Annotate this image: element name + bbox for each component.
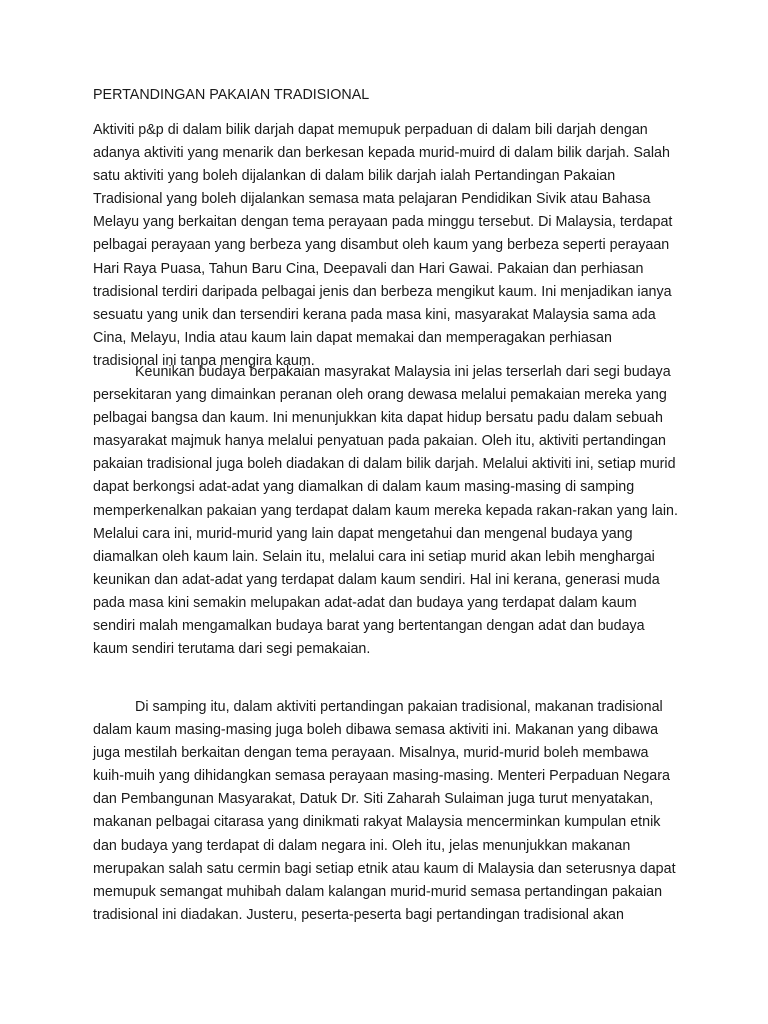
text-line: juga mestilah berkaitan dengan tema perayaan. Misalnya, murid-murid boleh membawa <box>93 745 649 762</box>
text-line: dalam kaum masing-masing juga boleh dibawa semasa aktiviti ini. Makanan yang dibawa <box>93 722 659 739</box>
text-line: Cina, Melayu, India atau kaum lain dapat memakai dan memperagakan perhiasan <box>93 329 612 346</box>
text-line: dan Pembangunan Masyarakat, Datuk Dr. Siti Zaharah Sulaiman juga turut menyatakan, <box>93 791 654 808</box>
text-line: pelbagai perayaan yang berbeza yang disambut oleh kaum yang berbeza seperti perayaan <box>93 237 670 254</box>
text-line: tradisional ini diadakan. Justeru, peserta-peserta bagi pertandingan tradisional akan <box>93 906 624 923</box>
text-line: merupakan salah satu cermin bagi setiap etnik atau kaum di Malaysia dan seterusnya dapat <box>93 860 676 877</box>
text-line: satu aktiviti yang boleh dijalankan di dalam bilik darjah ialah Pertandingan Pakaian <box>93 168 616 185</box>
text-line: pada masa kini semakin melupakan adat-adat dan budaya yang terdapat dalam kaum <box>93 594 637 611</box>
text-line: masyarakat majmuk hanya melalui penyatuan pada pakaian. Oleh itu, aktiviti pertandingan <box>93 433 667 450</box>
document-title: PERTANDINGAN PAKAIAN TRADISIONAL <box>93 87 370 103</box>
text-line: makanan pelbagai citarasa yang dinikmati rakyat Malaysia mencerminkan kumpulan etnik <box>93 814 661 831</box>
text-line: pelbagai bangsa dan kaum. Ini menunjukkan kita dapat hidup bersatu padu dalam sebuah <box>93 410 663 427</box>
text-line: Hari Raya Puasa, Tahun Baru Cina, Deepavali dan Hari Gawai. Pakaian dan perhiasan <box>93 260 644 277</box>
text-line: Melayu yang berkaitan dengan tema perayaan pada minggu tersebut. Di Malaysia, terdapat <box>93 214 673 231</box>
text-line: sendiri malah mengamalkan budaya barat yang bertentangan dengan adat dan budaya <box>93 618 645 635</box>
text-line: persekitaran yang dimainkan peranan oleh orang dewasa melalui pemakaian mereka yang <box>93 387 667 404</box>
text-line: dan budaya yang terdapat di dalam negara ini. Oleh itu, jelas menunjukkan makanan <box>93 837 631 854</box>
text-line: pakaian tradisional juga boleh diadakan di dalam bilik darjah. Melalui aktiviti ini, setiap murid <box>93 456 676 473</box>
text-line: Keunikan budaya berpakaian masyrakat Malaysia ini jelas terserlah dari segi budaya <box>135 364 671 380</box>
text-line: kaum sendiri terutama dari segi pemakaian. <box>93 641 371 658</box>
paragraph-2 <box>93 361 693 661</box>
text-line: keunikan dan adat-adat yang terdapat dalam kaum sendiri. Hal ini kerana, generasi muda <box>93 571 660 588</box>
text-line: sesuatu yang unik dan tersendiri kerana pada masa kini, masyarakat Malaysia sama ada <box>93 306 656 323</box>
text-line: Tradisional yang boleh dijalankan semasa mata pelajaran Pendidikan Sivik atau Bahasa <box>93 191 651 208</box>
text-line: dapat berkongsi adat-adat yang diamalkan di dalam kaum masing-masing di samping <box>93 479 635 496</box>
text-line: tradisional terdiri daripada pelbagai jenis dan berbeza mengikut kaum. Ini menjadikan ianya <box>93 283 672 300</box>
text-line: memupuk semangat muhibah dalam kalangan murid-murid semasa pertandingan pakaian <box>93 883 663 900</box>
paragraph-1 <box>93 119 693 373</box>
text-line: tradisional ini tanpa mengira kaum. <box>93 352 315 369</box>
text-line: kuih-muih yang dihidangkan semasa perayaan masing-masing. Menteri Perpaduan Negara <box>93 768 670 785</box>
text-line: memperkenalkan pakaian yang terdapat dalam kaum mereka kepada rakan-rakan yang lain. <box>93 502 678 519</box>
text-line: Aktiviti p&p di dalam bilik darjah dapat memupuk perpaduan di dalam bili darjah dengan <box>93 122 648 138</box>
paragraph-3 <box>93 696 693 927</box>
text-line: diamalkan oleh kaum lain. Selain itu, melalui cara ini setiap murid akan lebih menghargai <box>93 548 655 565</box>
text-line: adanya aktiviti yang menarik dan berkesan kepada murid-muird di dalam bilik darjah. Salah <box>93 145 670 162</box>
text-line: Di samping itu, dalam aktiviti pertandingan pakaian tradisional, makanan tradisional <box>135 699 663 715</box>
text-line: Melalui cara ini, murid-murid yang lain dapat mengetahui dan mengenal budaya yang <box>93 525 633 542</box>
